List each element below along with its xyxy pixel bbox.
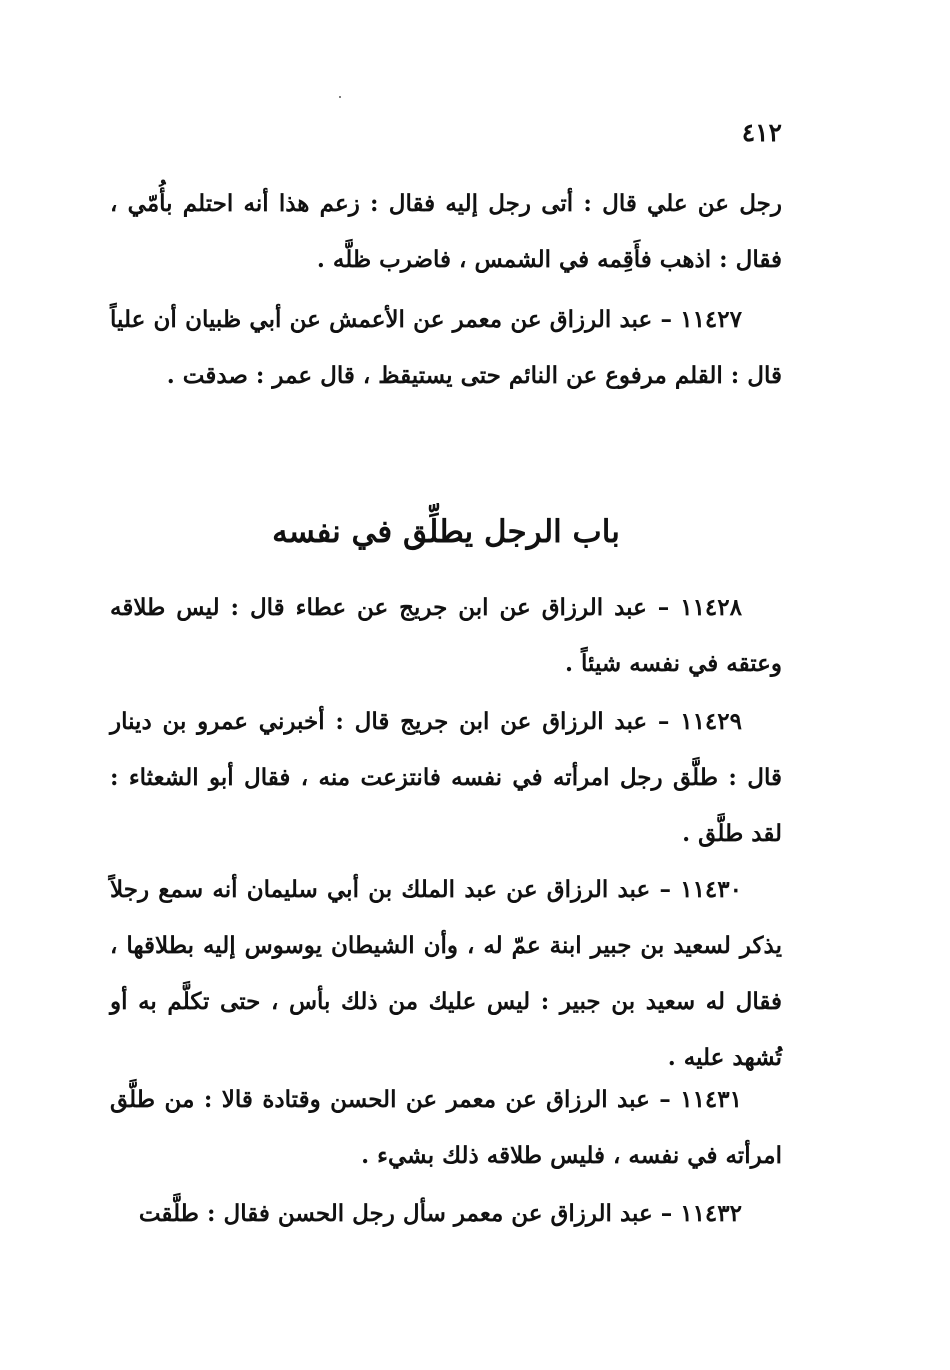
hadith-11427-text: ١١٤٢٧ – عبد الرزاق عن معمر عن الأعمش عن أبي ظبيان أن علياً قال : القلم مرفوع عن النائم حتى يستيقظ ، قال عمر : صدقت .: [110, 306, 782, 389]
hadith-11430: [110, 862, 782, 1086]
hadith-11432: [110, 1186, 782, 1242]
hadith-11428-text: ١١٤٢٨ – عبد الرزاق عن ابن جريج عن عطاء قال : ليس طلاقه وعتقه في نفسه شيئاً .: [110, 594, 782, 677]
hadith-11429-text: ١١٤٢٩ – عبد الرزاق عن ابن جريج قال : أخبرني عمرو بن دينار قال : طلَّق رجل امرأته في نفسه فانتزعت منه ، فقال أبو الشعثاء : لقد طلَّق .: [110, 708, 782, 847]
book-page: [110, 0, 782, 1370]
page-number: ٤١٢: [741, 118, 782, 147]
hadith-11431-text: ١١٤٣١ – عبد الرزاق عن معمر عن الحسن وقتادة قالا : من طلَّق امرأته في نفسه ، فليس طلاقه ذلك بشيء .: [110, 1086, 782, 1169]
hadith-11429: [110, 694, 782, 862]
continuation-text: رجل عن علي قال : أتى رجل إليه فقال : زعم هذا أنه احتلم بأُمّي ، فقال : اذهب فأَقِمه في الشمس ، فاضرب ظلَّه .: [110, 190, 782, 273]
hadith-11430-text: ١١٤٣٠ – عبد الرزاق عن عبد الملك بن أبي سليمان أنه سمع رجلاً يذكر لسعيد بن جبير ابنة عمّ له ، وأن الشيطان يوسوس إليه بطلاقها ، فقال له سعيد بن جبير : ليس عليك من ذلك بأس ، حتى تكلَّم به أو تُشهد عليه .: [110, 876, 782, 1071]
hadith-11428: [110, 580, 782, 692]
continuation-paragraph: [110, 176, 782, 288]
hadith-11431: [110, 1072, 782, 1184]
chapter-title: باب الرجل يطلِّق في نفسه: [272, 514, 620, 550]
hadith-11427: [110, 292, 782, 404]
hadith-11432-text: ١١٤٣٢ – عبد الرزاق عن معمر سأل رجل الحسن فقال : طلَّقت: [138, 1200, 742, 1227]
